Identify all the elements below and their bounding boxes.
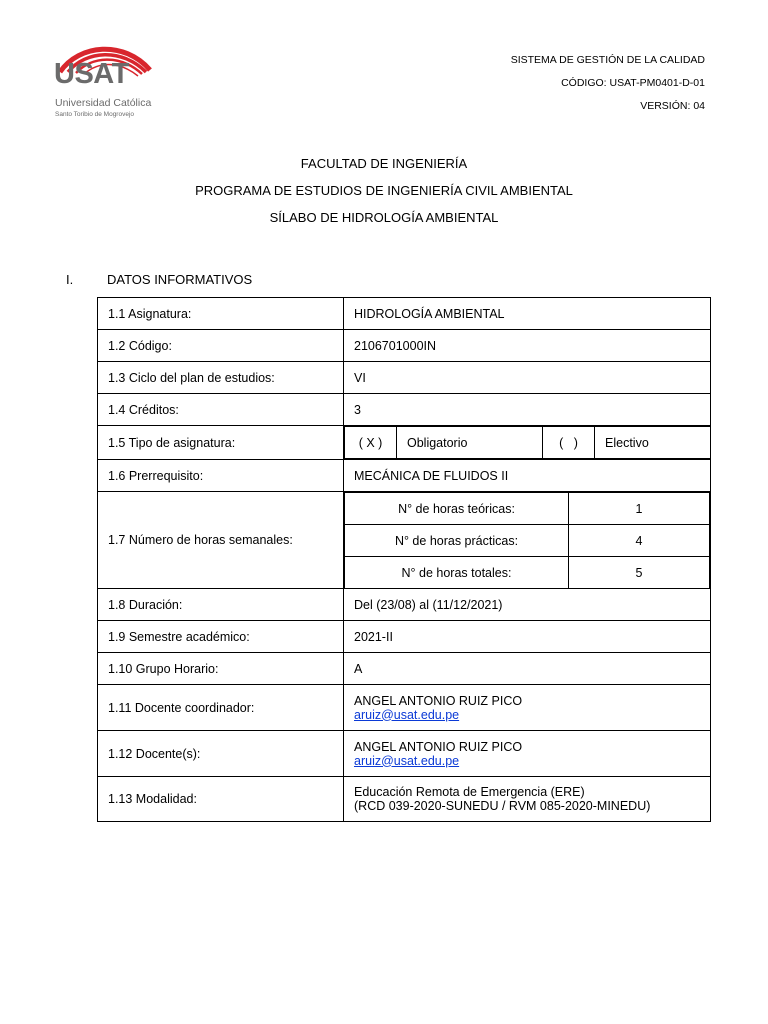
value-codigo: 2106701000IN	[344, 330, 711, 362]
label-ciclo: 1.3 Ciclo del plan de estudios:	[98, 362, 344, 394]
value-semestre: 2021-II	[344, 621, 711, 653]
horas-table	[344, 492, 710, 588]
mark-obligatorio: ( X )	[345, 427, 397, 459]
mark-electivo: ( )	[543, 427, 595, 459]
value-duracion: Del (23/08) al (11/12/2021)	[344, 589, 711, 621]
value-ciclo: VI	[344, 362, 711, 394]
value-coordinador	[344, 685, 711, 731]
label-tipo: 1.5 Tipo de asignatura:	[98, 426, 344, 460]
option-electivo: Electivo	[595, 427, 711, 459]
label-semestre: 1.9 Semestre académico:	[98, 621, 344, 653]
label-duracion: 1.8 Duración:	[98, 589, 344, 621]
table-row	[98, 621, 711, 653]
header-version: VERSIÓN: 04	[640, 100, 705, 112]
coordinador-name: ANGEL ANTONIO RUIZ PICO	[354, 693, 523, 708]
info-table	[97, 297, 711, 822]
table-row	[98, 330, 711, 362]
value-docentes	[344, 731, 711, 777]
table-row	[98, 685, 711, 731]
table-row	[98, 394, 711, 426]
horas-practicas-label: N° de horas prácticas:	[345, 525, 569, 557]
label-horas: 1.7 Número de horas semanales:	[98, 492, 344, 589]
logo-university: Universidad Católica	[55, 97, 152, 109]
tipo-options	[344, 426, 710, 459]
table-row	[98, 460, 711, 492]
horas-cell	[344, 492, 711, 589]
modalidad-line1: Educación Remota de Emergencia (ERE)	[354, 785, 585, 799]
label-prerrequisito: 1.6 Prerrequisito:	[98, 460, 344, 492]
table-row	[98, 731, 711, 777]
label-docentes: 1.12 Docente(s):	[98, 731, 344, 777]
section-number: I.	[66, 272, 74, 287]
value-modalidad	[344, 777, 711, 822]
table-row	[98, 362, 711, 394]
table-row	[98, 653, 711, 685]
docente-email-link[interactable]: aruiz@usat.edu.pe	[354, 753, 460, 768]
horas-teoricas-value: 1	[569, 493, 710, 525]
logo-wordmark: USAT	[54, 58, 129, 90]
horas-teoricas-label: N° de horas teóricas:	[345, 493, 569, 525]
label-modalidad: 1.13 Modalidad:	[98, 777, 344, 822]
table-row	[98, 492, 711, 589]
label-codigo: 1.2 Código:	[98, 330, 344, 362]
table-row	[98, 426, 711, 460]
value-creditos: 3	[344, 394, 711, 426]
title-program: PROGRAMA DE ESTUDIOS DE INGENIERÍA CIVIL AMBIENTAL	[195, 183, 573, 198]
docente-name: ANGEL ANTONIO RUIZ PICO	[354, 739, 523, 754]
header-code: CÓDIGO: USAT-PM0401-D-01	[561, 77, 705, 89]
horas-practicas-value: 4	[569, 525, 710, 557]
label-coordinador: 1.11 Docente coordinador:	[98, 685, 344, 731]
usat-logo	[54, 42, 164, 122]
coordinador-email-link[interactable]: aruiz@usat.edu.pe	[354, 707, 460, 722]
modalidad-line2: (RCD 039-2020-SUNEDU / RVM 085-2020-MINEDU)	[354, 799, 651, 813]
header-quality-system: SISTEMA DE GESTIÓN DE LA CALIDAD	[510, 54, 705, 66]
option-obligatorio: Obligatorio	[397, 427, 543, 459]
section-title: DATOS INFORMATIVOS	[107, 272, 253, 287]
horas-totales-label: N° de horas totales:	[345, 557, 569, 589]
value-asignatura: HIDROLOGÍA AMBIENTAL	[344, 298, 711, 330]
logo-subtitle: Santo Toribio de Mogrovejo	[55, 111, 135, 118]
value-prerrequisito: MECÁNICA DE FLUIDOS II	[344, 460, 711, 492]
value-grupo: A	[344, 653, 711, 685]
table-row	[98, 298, 711, 330]
title-syllabus: SÍLABO DE HIDROLOGÍA AMBIENTAL	[269, 210, 499, 225]
table-row	[98, 589, 711, 621]
label-grupo: 1.10 Grupo Horario:	[98, 653, 344, 685]
title-faculty: FACULTAD DE INGENIERÍA	[300, 156, 468, 171]
tipo-cell	[344, 426, 711, 460]
label-creditos: 1.4 Créditos:	[98, 394, 344, 426]
horas-totales-value: 5	[569, 557, 710, 589]
table-row	[98, 777, 711, 822]
label-asignatura: 1.1 Asignatura:	[98, 298, 344, 330]
